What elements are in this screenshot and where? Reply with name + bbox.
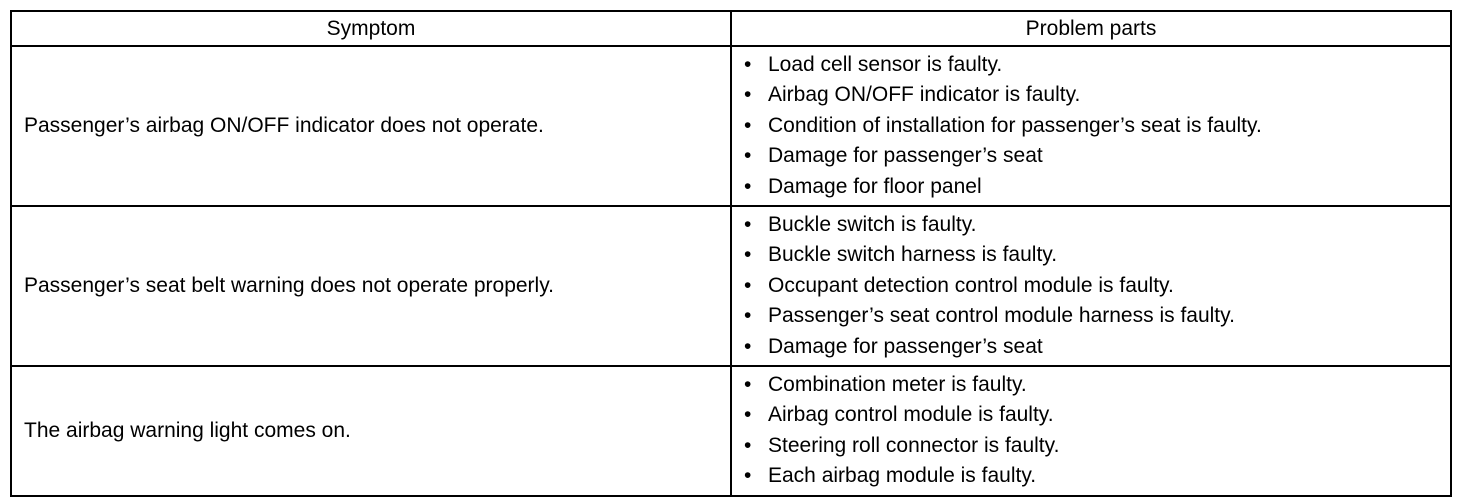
bullet-icon: • [744,113,752,137]
bullet-icon: • [744,334,752,358]
symptom-cell: Passenger’s seat belt warning does not operate properly. [11,206,731,366]
symptom-table [10,10,1452,497]
list-item [742,50,1450,80]
list-item-text: Airbag ON/OFF indicator is faulty. [768,83,1081,107]
list-item-text: Occupant detection control module is faulty. [768,273,1174,297]
bullet-icon: • [744,273,752,297]
problem-parts-list [742,50,1450,202]
problem-parts-cell [731,46,1451,206]
header-symptom: Symptom [11,11,731,46]
list-item [742,461,1450,491]
problem-parts-list [742,370,1450,492]
bullet-icon: • [744,53,752,76]
list-item [742,301,1450,331]
table-row [11,366,1451,496]
list-item-text: Damage for passenger’s seat [768,144,1043,168]
list-item-text: Load cell sensor is faulty. [768,53,1003,76]
bullet-icon: • [744,213,752,237]
bullet-icon: • [744,83,752,107]
header-problem-parts: Problem parts [731,11,1451,46]
table-row [11,46,1451,206]
bullet-icon: • [744,433,752,457]
table-row [11,206,1451,366]
list-item [742,210,1450,240]
list-item [742,80,1450,110]
problem-parts-cell [731,366,1451,496]
bullet-icon: • [744,144,752,168]
list-item-text: Combination meter is faulty. [768,373,1027,397]
list-item-text: Damage for floor panel [768,174,982,198]
list-item-text: Damage for passenger’s seat [768,334,1043,358]
symptom-cell: Passenger’s airbag ON/OFF indicator does not operate. [11,46,731,206]
list-item-text: Airbag control module is faulty. [768,403,1054,427]
list-item-text: Condition of installation for passenger’s seat is faulty. [768,113,1262,137]
list-item [742,332,1450,362]
bullet-icon: • [744,373,752,397]
list-item [742,400,1450,430]
list-item [742,271,1450,301]
list-item [742,141,1450,171]
list-item-text: Buckle switch is faulty. [768,213,977,237]
bullet-icon: • [744,464,752,488]
list-item [742,240,1450,270]
list-item-text: Steering roll connector is faulty. [768,433,1060,457]
bullet-icon: • [744,243,752,267]
list-item [742,370,1450,400]
list-item [742,111,1450,141]
list-item-text: Buckle switch harness is faulty. [768,243,1058,267]
problem-parts-list [742,210,1450,362]
list-item-text: Passenger’s seat control module harness is faulty. [768,304,1235,328]
list-item [742,172,1450,202]
problem-parts-cell [731,206,1451,366]
list-item-text: Each airbag module is faulty. [768,464,1037,488]
bullet-icon: • [744,304,752,328]
bullet-icon: • [744,174,752,198]
bullet-icon: • [744,403,752,427]
list-item [742,431,1450,461]
table-header-row [11,11,1451,46]
symptom-cell: The airbag warning light comes on. [11,366,731,496]
